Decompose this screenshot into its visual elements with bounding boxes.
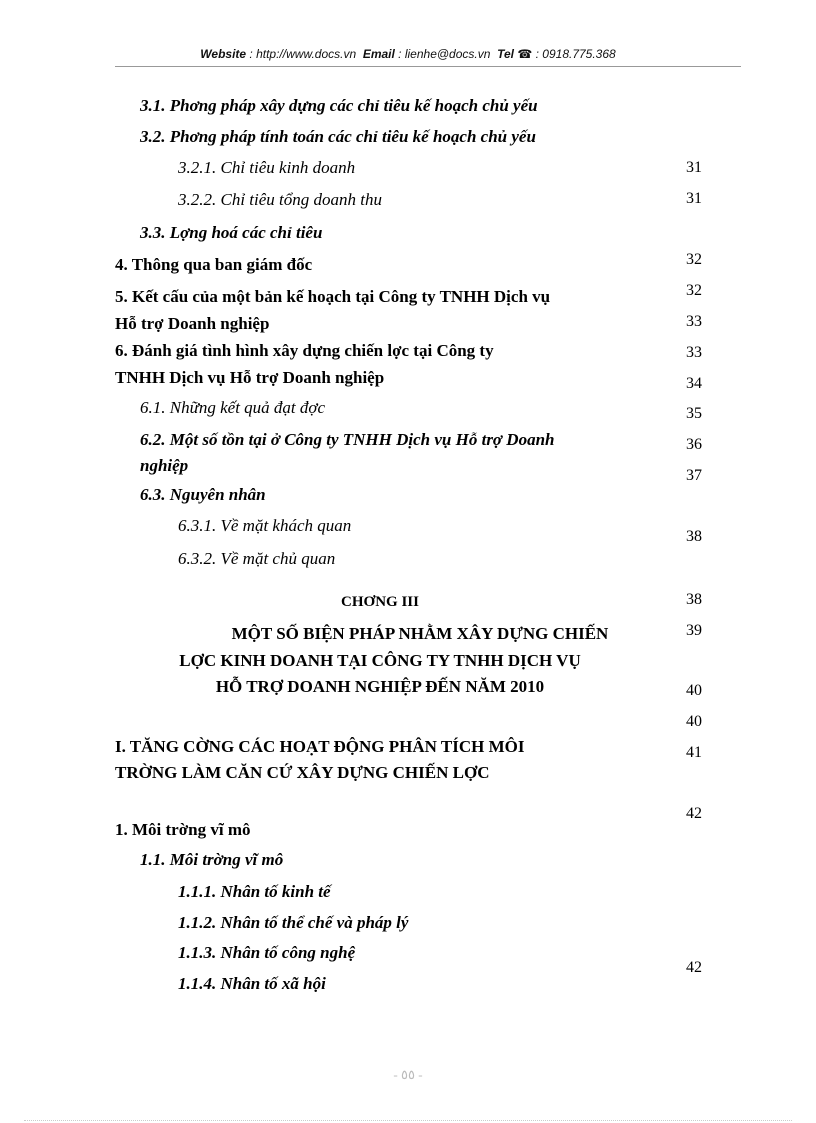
toc-entry: 1.1.1. Nhân tố kinh tế <box>178 882 331 901</box>
header-divider <box>115 66 741 67</box>
email-label: Email <box>362 47 395 61</box>
email-value: : lienhe@docs.vn <box>398 47 491 61</box>
tel-value: : 0918.775.368 <box>535 47 616 61</box>
toc-entry: 1. Môi trờng vĩ mô <box>115 820 251 839</box>
page-number: 34 <box>686 375 702 392</box>
page-header <box>0 47 816 61</box>
toc-entry: 3.2.2. Chỉ tiêu tổng doanh thu <box>178 190 382 209</box>
toc-entry: 6.2. Một số tồn tại ở Công ty TNHH Dịch vụ Hỗ trợ Doanh <box>140 430 555 449</box>
toc-entry: 3.1. Phơng pháp xây dựng các chỉ tiêu kế hoạch chủ yếu <box>140 96 538 115</box>
toc-entry: 5. Kết cấu của một bản kế hoạch tại Công ty TNHH Dịch vụ <box>115 287 551 306</box>
toc-entry: 1.1.4. Nhân tố xã hội <box>178 974 326 993</box>
toc-entry: 1.1.2. Nhân tố thể chế và pháp lý <box>178 913 409 932</box>
page-number: 31 <box>686 190 702 207</box>
page-number: 35 <box>686 405 702 422</box>
phone-icon: ☎ <box>517 47 533 61</box>
page-number: 33 <box>686 344 702 361</box>
chapter-title: HỖ TRỢ DOANH NGHIỆP ĐẾN NĂM 2010 <box>215 677 545 696</box>
page-number: 37 <box>686 467 702 484</box>
chapter-title: LỢC KINH DOANH TẠI CÔNG TY TNHH DỊCH VỤ <box>179 651 581 670</box>
page-number: 33 <box>686 313 702 330</box>
toc-entry: 3.2. Phơng pháp tính toán các chỉ tiêu kế hoạch chủ yếu <box>140 127 536 146</box>
page-footer: - ٥٥ - <box>393 1067 423 1082</box>
toc-entry: 3.2.1. Chỉ tiêu kinh doanh <box>178 158 356 177</box>
toc-entry: 1.1. Môi trờng vĩ mô <box>140 850 284 869</box>
toc-entry: 4. Thông qua ban giám đốc <box>115 255 313 274</box>
toc-entry: 3.3. Lợng hoá các chỉ tiêu <box>140 223 323 242</box>
page-number: 40 <box>686 682 702 699</box>
page-number: 36 <box>686 436 702 453</box>
website-label: Website <box>200 47 247 61</box>
page-number: 32 <box>686 251 702 268</box>
toc-entry: 6.3.1. Về mặt khách quan <box>178 516 352 535</box>
website-value: : http://www.docs.vn <box>249 47 357 61</box>
toc-entry: TNHH Dịch vụ Hỗ trợ Doanh nghiệp <box>115 368 385 387</box>
page-number: 32 <box>686 282 702 299</box>
page-number: 42 <box>686 805 702 822</box>
toc-entry: 1.1.3. Nhân tố công nghệ <box>178 943 356 962</box>
tel-label: Tel <box>497 47 514 61</box>
toc-entry: nghiệp <box>140 456 189 475</box>
chapter-title: MỘT SỐ BIỆN PHÁP NHẰM XÂY DỰNG CHIẾN <box>231 624 609 643</box>
page-number: 39 <box>686 622 702 639</box>
toc-entry: 6.3. Nguyên nhân <box>140 485 266 504</box>
chapter-heading: CHƠNG III <box>341 594 419 610</box>
bottom-border <box>24 1120 792 1121</box>
page-number: 42 <box>686 959 702 976</box>
toc-entry: TRỜNG LÀM CĂN CỨ XÂY DỰNG CHIẾN LỢC <box>115 763 490 782</box>
toc-entry: Hỗ trợ Doanh nghiệp <box>115 314 270 333</box>
toc-entry: 6. Đánh giá tình hình xây dựng chiến lợc tại Công ty <box>115 341 494 360</box>
page-number: 38 <box>686 528 702 545</box>
page-number: 38 <box>686 591 702 608</box>
toc-entry: I. TĂNG CỜNG CÁC HOẠT ĐỘNG PHÂN TÍCH MÔI <box>115 737 525 756</box>
toc-entry: 6.3.2. Về mặt chủ quan <box>178 549 336 568</box>
toc-entry: 6.1. Những kết quả đạt đợc <box>140 398 326 417</box>
page-number: 31 <box>686 159 702 176</box>
page-number: 40 <box>686 713 702 730</box>
page-number: 41 <box>686 744 702 761</box>
